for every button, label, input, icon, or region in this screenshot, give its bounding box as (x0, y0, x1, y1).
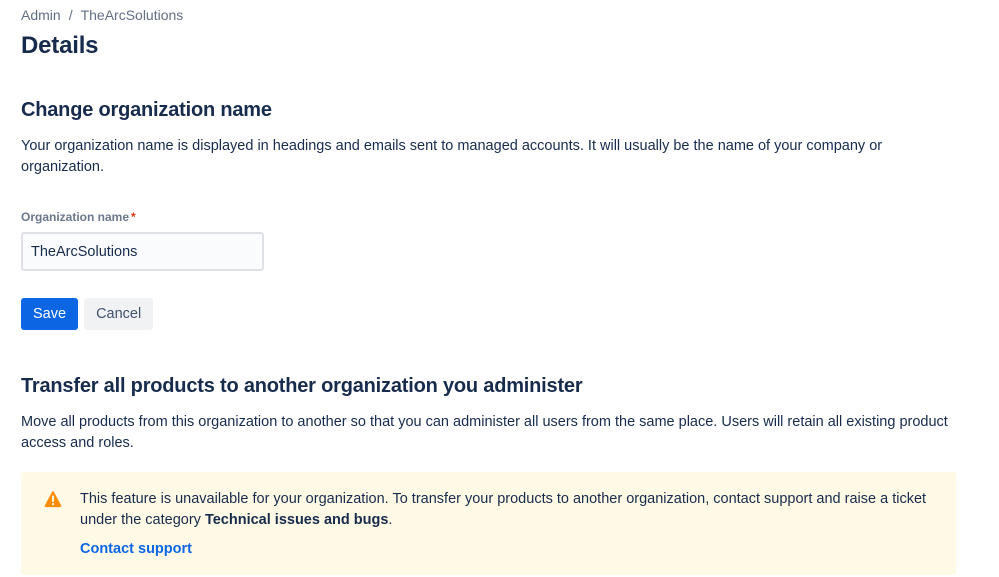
organization-name-field-group (21, 208, 957, 271)
change-org-name-description: Your organization name is displayed in headings and emails sent to managed accounts. It will usually be the name of your company or organization. (21, 138, 883, 175)
warning-message (80, 489, 940, 531)
change-org-name-section (21, 98, 957, 330)
breadcrumb-separator: / (68, 7, 73, 23)
warning-banner (21, 472, 956, 575)
warning-message-category: Technical issues and bugs (204, 512, 389, 528)
warning-message-end: . (388, 512, 393, 528)
transfer-products-description: Move all products from this organization to another so that you can administer all users from the same place. Users will retain all existing product access and roles. (21, 414, 948, 451)
transfer-products-heading: Transfer all products to another organization you administer (21, 375, 583, 397)
warning-triangle-icon (41, 487, 65, 511)
contact-support-link[interactable]: Contact support (80, 541, 192, 557)
breadcrumb-item-admin[interactable]: Admin (21, 7, 61, 23)
required-asterisk: * (131, 210, 136, 224)
change-org-name-heading: Change organization name (21, 99, 272, 121)
cancel-button[interactable]: Cancel (84, 298, 153, 330)
transfer-products-section (21, 374, 957, 575)
page-title: Details (21, 32, 99, 59)
warning-message-start: This feature is unavailable for your organization. To transfer your products to another organization, contact support and raise a ticket under the category (80, 491, 927, 528)
organization-name-label-text: Organization name (21, 210, 130, 224)
warning-banner-content (80, 489, 940, 559)
organization-name-input[interactable] (21, 232, 264, 271)
organization-name-label (21, 210, 136, 224)
breadcrumb (21, 5, 957, 25)
save-button[interactable]: Save (21, 298, 78, 330)
breadcrumb-item-organization[interactable]: TheArcSolutions (80, 7, 184, 23)
form-actions (21, 298, 957, 330)
